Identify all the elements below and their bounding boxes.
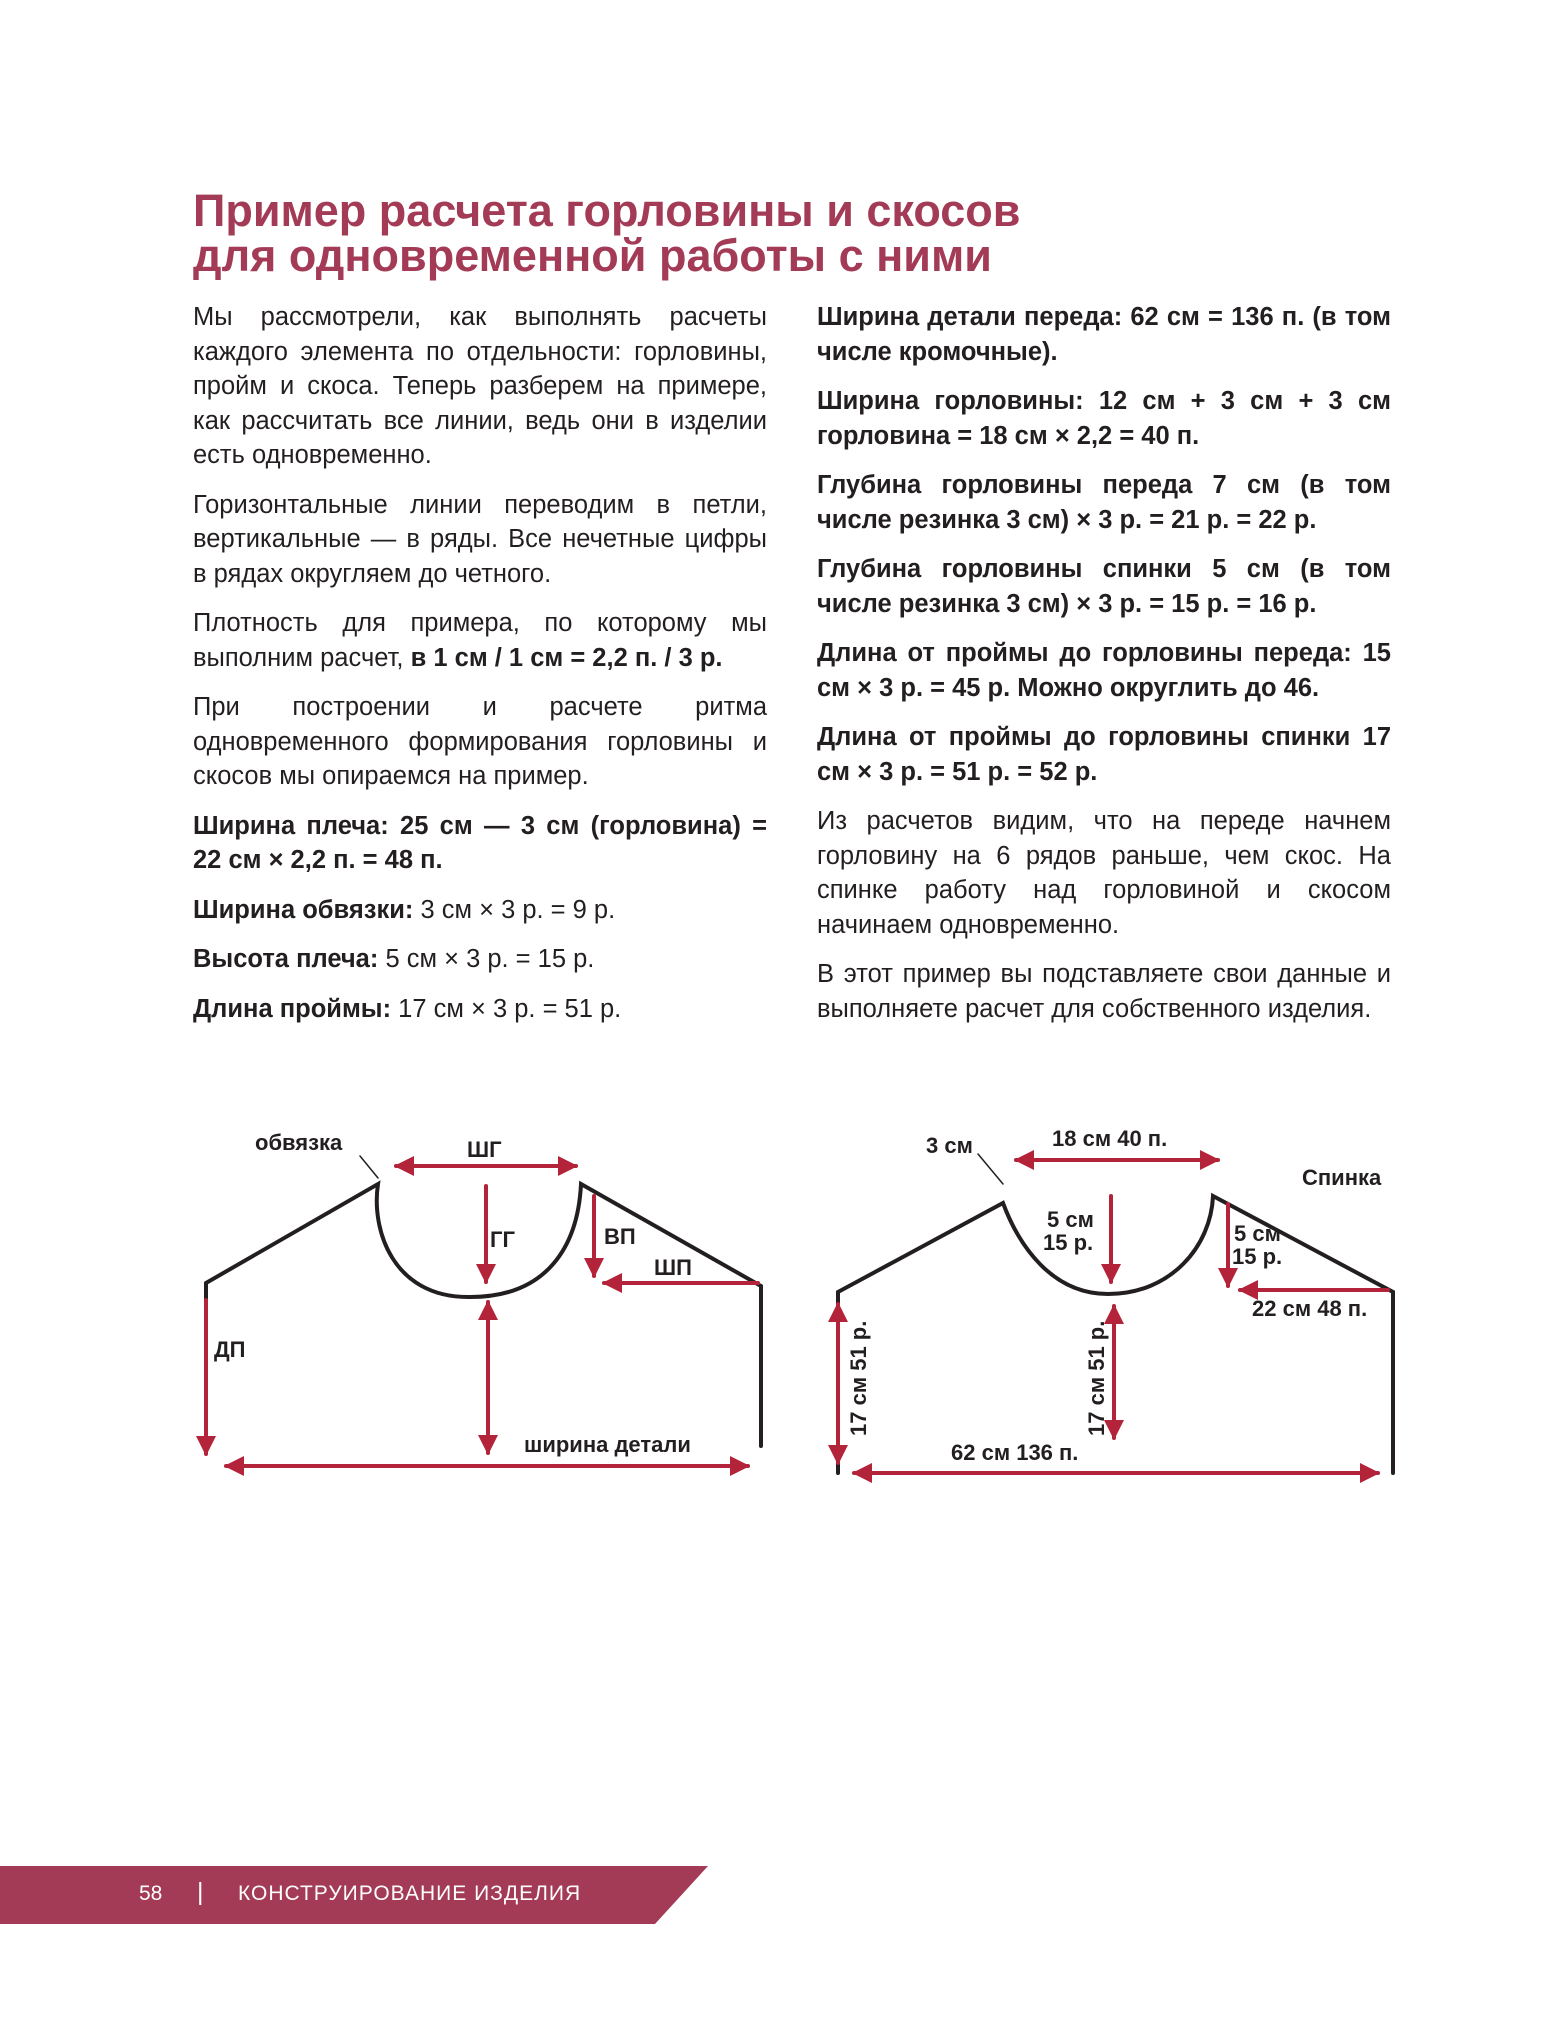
density-value: в 1 см / 1 см = 2,2 п. / 3 р. [410,643,723,672]
shoulder-height-value: 5 см × 3 р. = 15 р. [378,945,595,973]
binding-width-label: Ширина обвязки: [193,895,414,924]
shoulder-width: Ширина плеча: 25 см — 3 см (горловина) = 22 см × 2,2 п. = 48 п. [193,811,767,874]
back-neck-depth: Глубина горловины спинки 5 см (в том числе резинка 3 см) × 3 р. = 15 р. = 16 р. [817,555,1391,618]
label-inner1a: 5 см [1047,1207,1094,1232]
title-line-1: Пример расчета горловины и скосов [193,185,1021,236]
label-left-vertical: 17 см 51 р. [846,1320,871,1436]
paragraph: Мы рассмотрели, как выполнять расчеты каждого элемента по отдельности: горловины, пройм и скоса. Теперь разберем на примере, как рассчитать все линии, ведь они в изделии есть одновременно. [193,303,767,469]
label-shirina: ширина детали [524,1432,691,1457]
front-neck-depth: Глубина горловины переда 7 см (в том числе резинка 3 см) × 3 р. = 21 р. = 22 р. [817,471,1391,534]
density-text: Плотность для примера, по которому мы выполним расчет, [193,609,767,672]
label-shoulder: 22 см 48 п. [1252,1296,1368,1321]
back-length: Длина от проймы до горловины спинки 17 см × 3 р. = 51 р. = 52 р. [817,723,1391,786]
paragraph: Горизонтальные линии переводим в петли, вертикальные — в ряды. Все нечетные цифры в рядах округляем до четного. [193,490,767,588]
footer-separator: | [197,1878,204,1906]
paragraph: Из расчетов видим, что на переде начнем горловину на 6 рядов раньше, чем скос. На спинке работу над горловиной и скосом начинаем одновременно. [817,807,1391,939]
label-3cm: 3 см [926,1133,973,1158]
armhole-length-value: 17 см × 3 р. = 51 р. [391,994,622,1023]
front-length: Длина от проймы до горловины переда: 15 см × 3 р. = 45 р. Можно округлить до 46. [817,639,1391,702]
shoulder-height-label: Высота плеча: [193,945,379,973]
label-inner2b: 15 р. [1232,1244,1283,1269]
binding-leader [360,1156,378,1178]
label-inner2a: 5 см [1234,1221,1281,1246]
label-vp: ВП [604,1224,636,1249]
label-inner1b: 15 р. [1043,1230,1094,1255]
binding-width-value: 3 см × 3 р. = 9 р. [413,895,616,924]
paragraph: В этот пример вы подставляете свои данные и выполняете расчет для собственного изделия. [817,960,1391,1023]
page-number: 58 [139,1882,163,1905]
label-gg: ГГ [490,1227,515,1252]
neck-width: Ширина горловины: 12 см + 3 см + 3 см горловина = 18 см × 2,2 = 40 п. [817,387,1391,450]
armhole-length-label: Длина проймы: [193,994,392,1023]
paragraph: При построении и расчете ритма одновременного формирования горловины и скосов мы опираемся на пример. [193,693,767,790]
page-footer [0,1866,710,1924]
section-title: КОНСТРУИРОВАНИЕ ИЗДЕЛИЯ [238,1882,582,1905]
cm3-leader [978,1154,1003,1184]
label-bottom: 62 см 136 п. [951,1440,1079,1465]
label-dp: ДП [214,1337,246,1362]
label-center-vertical: 17 см 51 р. [1084,1320,1109,1436]
front-outline [206,1184,761,1446]
label-shp: ШП [654,1255,692,1280]
front-width: Ширина детали переда: 62 см = 136 п. (в том числе кромочные). [817,303,1391,366]
label-top: 18 см 40 п. [1052,1126,1168,1151]
label-spinka: Спинка [1302,1165,1382,1190]
label-shg: ШГ [467,1137,502,1162]
front-diagram [206,1156,761,1466]
label-obvyazka: обвязка [255,1130,343,1155]
title-line-2: для одновременной работы с ними [193,230,992,281]
